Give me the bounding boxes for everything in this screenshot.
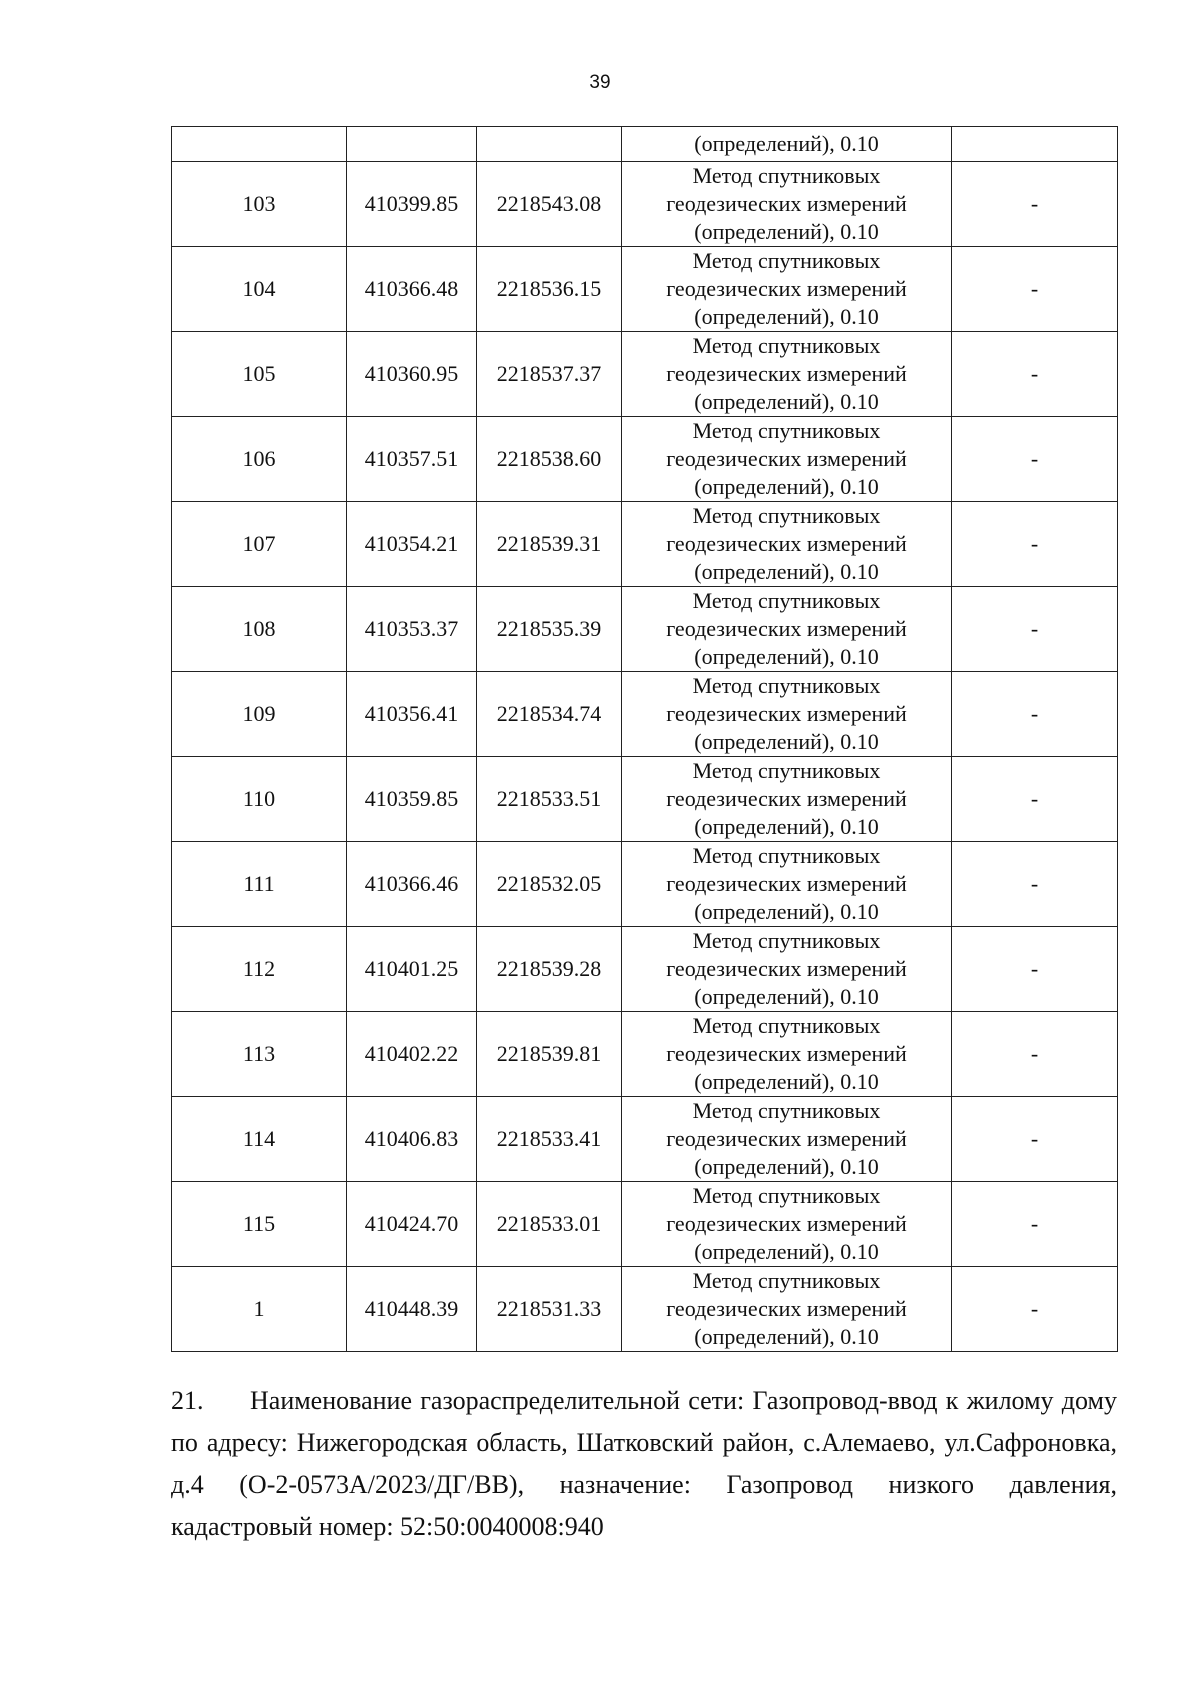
cell-point: 115: [172, 1182, 347, 1267]
method-line: Метод спутниковых: [692, 1183, 881, 1208]
cell-point: 1: [172, 1267, 347, 1352]
method-line: Метод спутниковых: [692, 1098, 881, 1123]
cell-x: 410356.41: [347, 672, 477, 757]
cell-method: [622, 927, 952, 1012]
method-line: геодезических измерений: [666, 701, 907, 726]
cell-method: [622, 417, 952, 502]
cell-note: -: [952, 247, 1118, 332]
method-line: геодезических измерений: [666, 616, 907, 641]
cell-y: 2218538.60: [477, 417, 622, 502]
method-line: (определений), 0.10: [694, 1324, 879, 1349]
method-line: геодезических измерений: [666, 786, 907, 811]
cell-method: [622, 1182, 952, 1267]
table-row-continued: [172, 127, 1118, 162]
cell-x: 410354.21: [347, 502, 477, 587]
cell-x: [347, 127, 477, 162]
table-row: [172, 332, 1118, 417]
cell-method: [622, 332, 952, 417]
cell-point: 114: [172, 1097, 347, 1182]
cell-x: 410406.83: [347, 1097, 477, 1182]
method-line: Метод спутниковых: [692, 333, 881, 358]
cell-point: 107: [172, 502, 347, 587]
method-line: геодезических измерений: [666, 361, 907, 386]
method-line: Метод спутниковых: [692, 248, 881, 273]
method-line: (определений), 0.10: [694, 559, 879, 584]
cell-y: 2218539.81: [477, 1012, 622, 1097]
method-line: (определений), 0.10: [694, 984, 879, 1009]
cell-y: 2218543.08: [477, 162, 622, 247]
cell-y: 2218533.01: [477, 1182, 622, 1267]
cell-method: [622, 672, 952, 757]
cell-method: [622, 587, 952, 672]
cell-point: 103: [172, 162, 347, 247]
cell-x: 410399.85: [347, 162, 477, 247]
method-line: Метод спутниковых: [692, 673, 881, 698]
cell-method: [622, 162, 952, 247]
method-line: (определений), 0.10: [694, 814, 879, 839]
method-line: (определений), 0.10: [694, 304, 879, 329]
cell-note: -: [952, 502, 1118, 587]
method-line: (определений), 0.10: [694, 1069, 879, 1094]
cell-note: -: [952, 332, 1118, 417]
method-line: (определений), 0.10: [694, 899, 879, 924]
cell-note: -: [952, 162, 1118, 247]
table-row: [172, 1182, 1118, 1267]
method-line: (определений), 0.10: [694, 1154, 879, 1179]
table-row: [172, 162, 1118, 247]
cell-x: 410359.85: [347, 757, 477, 842]
cell-note: -: [952, 1097, 1118, 1182]
coordinates-table: [171, 126, 1118, 1352]
table-row: [172, 842, 1118, 927]
cell-note: -: [952, 757, 1118, 842]
cell-point: 112: [172, 927, 347, 1012]
table-row: [172, 502, 1118, 587]
cell-note: -: [952, 927, 1118, 1012]
section-paragraph: [171, 1380, 1117, 1548]
table-row: [172, 927, 1118, 1012]
cell-y: 2218533.51: [477, 757, 622, 842]
cell-note: -: [952, 1012, 1118, 1097]
cell-x: 410366.48: [347, 247, 477, 332]
cell-point: 111: [172, 842, 347, 927]
method-line: геодезических измерений: [666, 531, 907, 556]
cell-method: [622, 757, 952, 842]
section-number: 21.: [171, 1386, 204, 1415]
method-line: геодезических измерений: [666, 1126, 907, 1151]
cell-method: [622, 842, 952, 927]
cell-x: 410366.46: [347, 842, 477, 927]
method-line: геодезических измерений: [666, 191, 907, 216]
table-row: [172, 672, 1118, 757]
cell-note: -: [952, 417, 1118, 502]
cell-method: (определений), 0.10: [622, 127, 952, 162]
cell-y: 2218535.39: [477, 587, 622, 672]
method-line: (определений), 0.10: [694, 1239, 879, 1264]
cell-x: 410448.39: [347, 1267, 477, 1352]
cell-note: -: [952, 1182, 1118, 1267]
method-line: Метод спутниковых: [692, 418, 881, 443]
table-row: [172, 1267, 1118, 1352]
method-line: геодезических измерений: [666, 1211, 907, 1236]
cell-point: 113: [172, 1012, 347, 1097]
method-line: геодезических измерений: [666, 1041, 907, 1066]
table-row: [172, 1012, 1118, 1097]
cell-method: [622, 1097, 952, 1182]
table-row: [172, 587, 1118, 672]
cell-x: 410353.37: [347, 587, 477, 672]
method-line: Метод спутниковых: [692, 588, 881, 613]
cell-note: -: [952, 587, 1118, 672]
method-line: Метод спутниковых: [692, 1013, 881, 1038]
cell-method: [622, 502, 952, 587]
cell-y: [477, 127, 622, 162]
cell-y: 2218532.05: [477, 842, 622, 927]
cell-method: [622, 1267, 952, 1352]
method-line: (определений), 0.10: [694, 474, 879, 499]
method-line: Метод спутниковых: [692, 503, 881, 528]
cell-x: 410424.70: [347, 1182, 477, 1267]
cell-note: -: [952, 672, 1118, 757]
method-line: геодезических измерений: [666, 871, 907, 896]
cell-y: 2218531.33: [477, 1267, 622, 1352]
cell-y: 2218539.31: [477, 502, 622, 587]
method-line: Метод спутниковых: [692, 163, 881, 188]
method-line: (определений), 0.10: [694, 389, 879, 414]
cell-note: [952, 127, 1118, 162]
cell-method: [622, 1012, 952, 1097]
method-line: Метод спутниковых: [692, 928, 881, 953]
cell-y: 2218533.41: [477, 1097, 622, 1182]
cell-x: 410401.25: [347, 927, 477, 1012]
method-line: (определений), 0.10: [694, 644, 879, 669]
method-line: геодезических измерений: [666, 276, 907, 301]
cell-point: [172, 127, 347, 162]
cell-y: 2218539.28: [477, 927, 622, 1012]
cell-point: 104: [172, 247, 347, 332]
table-row: [172, 417, 1118, 502]
method-line: Метод спутниковых: [692, 843, 881, 868]
method-line: геодезических измерений: [666, 956, 907, 981]
method-line: Метод спутниковых: [692, 758, 881, 783]
cell-point: 110: [172, 757, 347, 842]
cell-x: 410357.51: [347, 417, 477, 502]
method-line: геодезических измерений: [666, 1296, 907, 1321]
page-number: 39: [589, 72, 611, 93]
cell-y: 2218534.74: [477, 672, 622, 757]
cell-y: 2218537.37: [477, 332, 622, 417]
method-line: Метод спутниковых: [692, 1268, 881, 1293]
section-text: Наименование газораспределительной сети: Газопровод-ввод к жилому дому по адресу: Нижегородская область, Шатковский район, с.Алемаево, ул.Сафроновка, д.4 (О-2-0573А/2023/ДГ/ВВ), назначение: Газопровод низкого давления, кадастровый номер: 52:50:0040008:940: [171, 1386, 1117, 1541]
cell-method: [622, 247, 952, 332]
cell-y: 2218536.15: [477, 247, 622, 332]
cell-point: 109: [172, 672, 347, 757]
cell-note: -: [952, 842, 1118, 927]
table-row: [172, 247, 1118, 332]
method-line: (определений), 0.10: [694, 729, 879, 754]
cell-x: 410402.22: [347, 1012, 477, 1097]
cell-point: 108: [172, 587, 347, 672]
table-row: [172, 1097, 1118, 1182]
cell-note: -: [952, 1267, 1118, 1352]
table-row: [172, 757, 1118, 842]
method-line: (определений), 0.10: [694, 219, 879, 244]
cell-point: 105: [172, 332, 347, 417]
cell-x: 410360.95: [347, 332, 477, 417]
cell-point: 106: [172, 417, 347, 502]
method-line: геодезических измерений: [666, 446, 907, 471]
